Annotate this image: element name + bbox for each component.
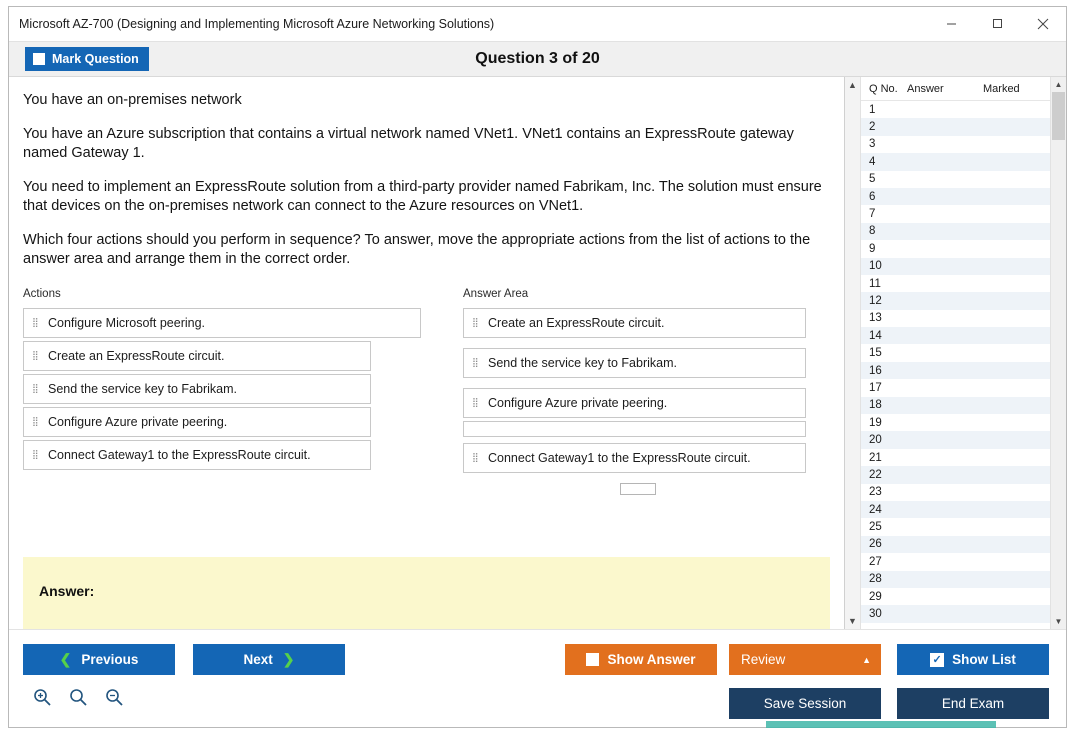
cell-question-number: 7 — [869, 208, 876, 221]
table-row[interactable] — [861, 188, 1050, 205]
question-list-rows[interactable] — [861, 101, 1050, 629]
column-header-qno: Q No. — [869, 83, 898, 95]
cell-question-number: 6 — [869, 190, 876, 203]
cell-question-number: 17 — [869, 381, 882, 394]
cell-question-number: 12 — [869, 294, 882, 307]
scroll-up-icon[interactable]: ▲ — [1051, 77, 1066, 92]
drag-handle-icon[interactable]: ⣿ — [472, 397, 479, 408]
answer-item-label: Create an ExpressRoute circuit. — [488, 315, 665, 330]
show-list-button[interactable] — [897, 644, 1049, 675]
question-list-scrollbar[interactable] — [1050, 77, 1066, 629]
minimize-icon[interactable] — [928, 7, 974, 40]
table-row[interactable] — [861, 553, 1050, 570]
table-row[interactable] — [861, 588, 1050, 605]
body — [9, 77, 1066, 629]
table-row[interactable] — [861, 571, 1050, 588]
cell-question-number: 1 — [869, 103, 876, 116]
question-paragraph: You have an Azure subscription that contains a virtual network named VNet1. VNet1 contains an ExpressRoute gateway named Gateway 1. — [23, 125, 794, 162]
window-title: Microsoft AZ-700 (Designing and Implementing Microsoft Azure Networking Solutions) — [19, 16, 495, 31]
cell-question-number: 19 — [869, 416, 882, 429]
action-item-label: Create an ExpressRoute circuit. — [48, 348, 225, 363]
show-list-checkbox[interactable]: ✓ — [930, 653, 944, 667]
cell-question-number: 15 — [869, 347, 882, 360]
drag-handle-icon[interactable]: ⣿ — [32, 416, 39, 427]
question-paragraph: You have an on-premises network — [23, 92, 242, 108]
table-row[interactable] — [861, 344, 1050, 361]
review-label: Review — [741, 652, 786, 667]
table-row[interactable] — [861, 605, 1050, 622]
chevron-left-icon: ❮ — [59, 651, 72, 667]
action-item[interactable] — [23, 341, 371, 371]
question-list-header — [861, 77, 1050, 101]
cell-question-number: 9 — [869, 242, 876, 255]
next-button[interactable] — [193, 644, 345, 675]
chevron-down-icon[interactable]: ▲ — [862, 654, 871, 665]
table-row[interactable] — [861, 431, 1050, 448]
show-answer-label: Show Answer — [607, 652, 696, 667]
table-row[interactable] — [861, 536, 1050, 553]
question-list-panel — [844, 77, 1066, 629]
table-row[interactable] — [861, 484, 1050, 501]
actions-column — [23, 288, 421, 495]
action-item[interactable] — [23, 308, 421, 338]
answer-item[interactable] — [463, 348, 806, 378]
mark-question-label: Mark Question — [52, 52, 139, 66]
show-answer-button[interactable] — [565, 644, 717, 675]
answer-band — [23, 557, 830, 629]
table-row[interactable] — [861, 310, 1050, 327]
answer-area-column — [463, 288, 813, 495]
table-row[interactable] — [861, 136, 1050, 153]
table-row[interactable] — [861, 101, 1050, 118]
title-bar — [9, 7, 1066, 41]
drag-handle-icon[interactable]: ⣿ — [32, 449, 39, 460]
cell-question-number: 25 — [869, 521, 882, 534]
maximize-icon[interactable] — [974, 7, 1020, 40]
action-item-label: Configure Microsoft peering. — [48, 315, 206, 330]
cell-question-number: 20 — [869, 434, 882, 447]
table-row[interactable] — [861, 466, 1050, 483]
save-session-button[interactable] — [729, 688, 881, 719]
table-row[interactable] — [861, 292, 1050, 309]
question-content — [9, 77, 844, 629]
table-row[interactable] — [861, 327, 1050, 344]
question-paragraph: Which four actions should you perform in sequence? To answer, move the appropriate actions from the list of actions to the answer area and arrange them in the correct order. — [23, 231, 811, 268]
cell-question-number: 21 — [869, 451, 882, 464]
table-row[interactable] — [861, 258, 1050, 275]
cell-question-number: 24 — [869, 503, 882, 516]
cell-question-number: 8 — [869, 225, 876, 238]
drag-handle-icon[interactable]: ⣿ — [32, 383, 39, 394]
table-row[interactable] — [861, 275, 1050, 292]
cell-question-number: 2 — [869, 121, 876, 134]
drag-handle-icon[interactable]: ⣿ — [32, 350, 39, 361]
column-header-answer: Answer — [907, 83, 944, 95]
scrollbar-thumb[interactable] — [1052, 92, 1065, 140]
table-row[interactable] — [861, 223, 1050, 240]
table-row[interactable] — [861, 205, 1050, 222]
cell-question-number: 16 — [869, 364, 882, 377]
table-row[interactable] — [861, 362, 1050, 379]
cell-question-number: 29 — [869, 590, 882, 603]
mark-question-button[interactable] — [25, 47, 149, 71]
footer-toolbar — [9, 629, 1066, 727]
end-exam-label: End Exam — [941, 696, 1005, 711]
cell-question-number: 14 — [869, 329, 882, 342]
previous-button-label: Previous — [81, 652, 139, 667]
show-answer-checkbox[interactable] — [586, 653, 599, 666]
zoom-controls — [31, 686, 125, 708]
answer-drop-slot[interactable] — [463, 421, 806, 437]
exam-window — [8, 6, 1067, 728]
previous-button[interactable] — [23, 644, 175, 675]
cell-question-number: 13 — [869, 312, 882, 325]
save-session-label: Save Session — [763, 696, 847, 711]
cell-question-number: 10 — [869, 260, 882, 273]
action-item[interactable] — [23, 440, 371, 470]
table-row[interactable] — [861, 240, 1050, 257]
answer-item-label: Configure Azure private peering. — [488, 395, 668, 410]
review-dropdown[interactable] — [729, 644, 881, 675]
answer-area-spacer — [620, 483, 656, 495]
cell-question-number: 4 — [869, 155, 876, 168]
action-item[interactable] — [23, 407, 371, 437]
answer-item-label: Send the service key to Fabrikam. — [488, 355, 677, 370]
zoom-in-icon[interactable] — [31, 686, 53, 708]
question-list-vertical-nav[interactable] — [845, 77, 861, 629]
question-list-main — [861, 77, 1050, 629]
cell-question-number: 3 — [869, 138, 876, 151]
action-item[interactable] — [23, 374, 371, 404]
table-row[interactable] — [861, 397, 1050, 414]
action-item-label: Send the service key to Fabrikam. — [48, 381, 237, 396]
answer-band-label: Answer: — [39, 583, 95, 599]
action-item-label: Connect Gateway1 to the ExpressRoute circuit. — [48, 447, 311, 462]
zoom-out-icon[interactable] — [103, 686, 125, 708]
cell-question-number: 27 — [869, 555, 882, 568]
scroll-down-icon[interactable]: ▼ — [1051, 614, 1066, 629]
cell-question-number: 11 — [869, 277, 881, 290]
table-row[interactable] — [861, 414, 1050, 431]
cell-question-number: 22 — [869, 468, 882, 481]
table-row[interactable] — [861, 171, 1050, 188]
cell-question-number: 18 — [869, 399, 882, 412]
list-scroll-up-icon[interactable]: ▲ — [848, 80, 857, 90]
answer-area-label: Answer Area — [463, 287, 529, 300]
table-row[interactable] — [861, 118, 1050, 135]
answer-item[interactable] — [463, 308, 806, 338]
drag-handle-icon[interactable]: ⣿ — [472, 317, 479, 328]
cell-question-number: 30 — [869, 608, 882, 621]
question-paragraph: You need to implement an ExpressRoute solution from a third-party provider named Fabrikam, Inc. The solution must ensure that devices on the on-premises network can connect to the Azure resources on VNet1. — [23, 178, 822, 215]
table-row[interactable] — [861, 518, 1050, 535]
answer-item[interactable] — [463, 443, 806, 473]
cell-question-number: 5 — [869, 173, 876, 186]
next-button-label: Next — [243, 652, 273, 667]
decorative-strip — [766, 721, 996, 728]
show-list-label: Show List — [952, 652, 1016, 667]
mark-question-checkbox[interactable] — [33, 53, 45, 65]
actions-label: Actions — [23, 287, 61, 300]
scrollbar-track[interactable] — [1051, 92, 1066, 614]
drag-handle-icon[interactable]: ⣿ — [472, 357, 479, 368]
list-scroll-down-icon[interactable]: ▼ — [848, 616, 857, 626]
cell-question-number: 28 — [869, 573, 882, 586]
close-icon[interactable] — [1020, 7, 1066, 40]
cell-question-number: 23 — [869, 486, 882, 499]
page-title: Question 3 of 20 — [475, 50, 600, 67]
cell-question-number: 26 — [869, 538, 882, 551]
answer-item-label: Connect Gateway1 to the ExpressRoute circuit. — [488, 450, 751, 465]
drag-handle-icon[interactable]: ⣿ — [32, 317, 39, 328]
table-row[interactable] — [861, 379, 1050, 396]
table-row[interactable] — [861, 449, 1050, 466]
zoom-actual-icon[interactable] — [67, 686, 89, 708]
answer-item[interactable] — [463, 388, 806, 418]
drag-drop-area — [23, 288, 830, 495]
window-controls — [928, 7, 1066, 40]
table-row[interactable] — [861, 153, 1050, 170]
end-exam-button[interactable] — [897, 688, 1049, 719]
column-header-marked: Marked — [983, 83, 1020, 95]
table-row[interactable] — [861, 501, 1050, 518]
chevron-right-icon: ❯ — [282, 651, 295, 667]
question-header-bar — [9, 41, 1066, 77]
action-item-label: Configure Azure private peering. — [48, 414, 228, 429]
drag-handle-icon[interactable]: ⣿ — [472, 452, 479, 463]
